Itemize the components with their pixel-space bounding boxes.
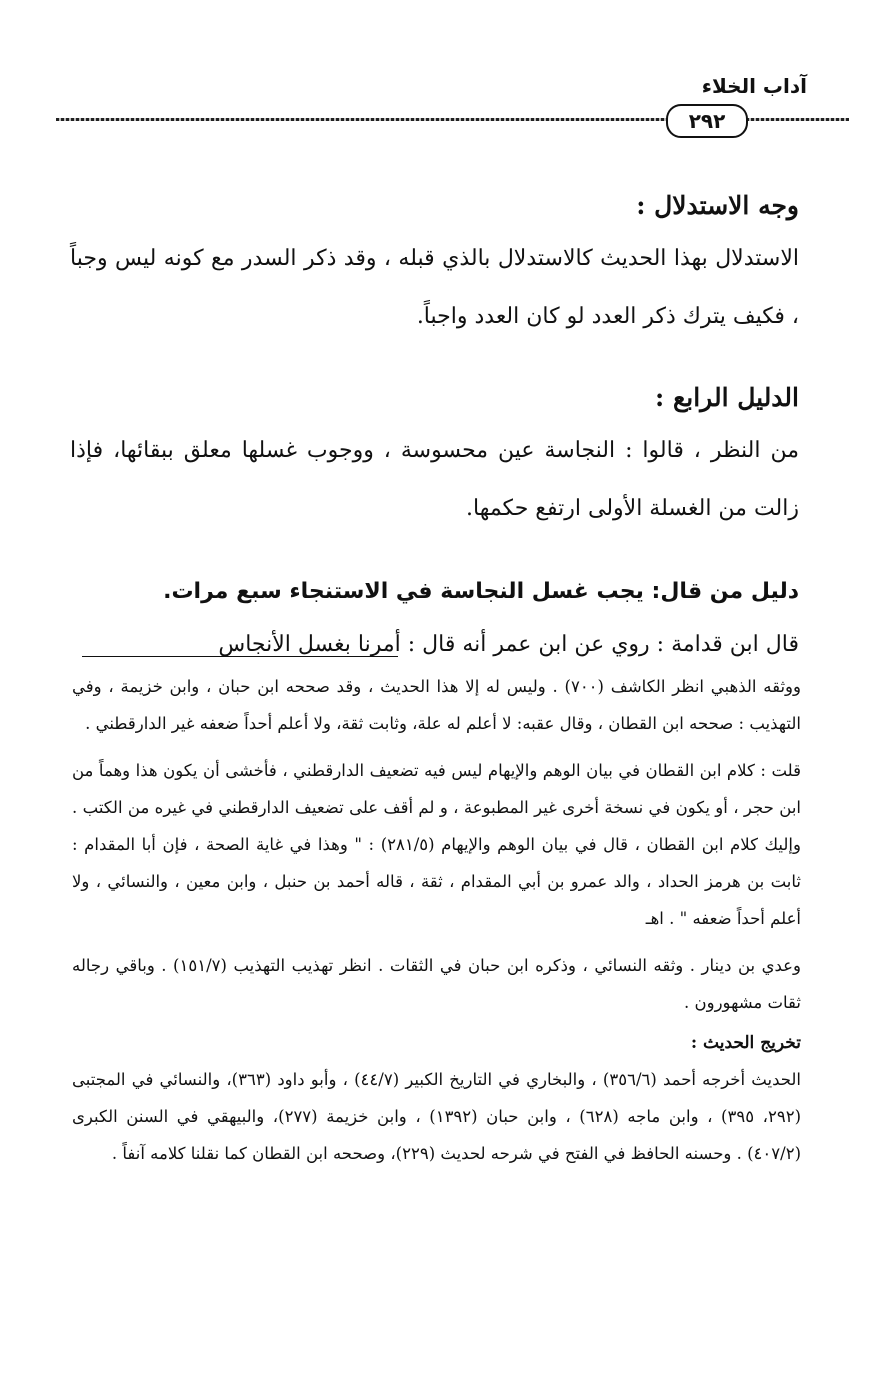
body-paragraph-2: من النظر ، قالوا : النجاسة عين محسوسة ، ووجوب غسلها معلق ببقائها، فإذا زالت من الغسلة الأولى ارتفع حكمها. [70, 438, 799, 521]
footnote-paragraph-3: وعدي بن دينار . وثقه النسائي ، وذكره ابن حبان في الثقات . انظر تهذيب التهذيب (١٥١/٧) . وباقي رجاله ثقات مشهورون . [72, 956, 801, 1012]
body-paragraph-1: الاستدلال بهذا الحديث كالاستدلال بالذي قبله ، وقد ذكر السدر مع كونه ليس وجباً ، فكيف يترك ذكر العدد لو كان العدد واجباً. [70, 246, 799, 329]
footnote-heading-takhrij: تخريج الحديث : [690, 1033, 801, 1053]
section-heading-seven-washes: دليل من قال: يجب غسل النجاسة في الاستنجاء سبع مرات. [163, 579, 799, 604]
footnote-paragraph-1: ووثقه الذهبي انظر الكاشف (٧٠٠) . وليس له إلا هذا الحديث ، وقد صححه ابن حبان ، وابن خزيمة ، وفي التهذيب : صححه ابن القطان ، وقال عقبه: لا أعلم له علة، وثابت ثقة، ولا أعلم أحداً ضعفه غير الدارقطني . [72, 677, 801, 733]
page-number: ٢٩٢ [666, 104, 748, 138]
footnote-paragraph-4: الحديث أخرجه أحمد (٣٥٦/٦) ، والبخاري في التاريخ الكبير (٤٤/٧) ، وأبو داود (٣٦٣)، والنسائي في المجتبى (٢٩٢، ٣٩٥) ، وابن ماجه (٦٢٨) ، وابن حبان (١٣٩٢) ، وابن خزيمة (٢٧٧)، والبيهقي في السنن الكبرى (٤٠٧/٢) . وحسنه الحافظ في الفتح في شرحه لحديث (٢٢٩)، وصححه ابن القطان كما نقلنا كلامه آنفاً . [72, 1070, 802, 1163]
footnotes [72, 668, 801, 1172]
section-heading-istidlal: وجه الاستدلال : [636, 191, 799, 220]
running-title: آداب الخلاء [701, 74, 807, 98]
body-paragraph-3: قال ابن قدامة : روي عن ابن عمر أنه قال : أمرنا بغسل الأنجاس [218, 632, 799, 657]
main-text [70, 180, 799, 674]
footnote-separator [82, 656, 398, 657]
section-heading-fourth-evidence: الدليل الرابع : [655, 383, 799, 412]
footnote-paragraph-2: قلت : كلام ابن القطان في بيان الوهم والإيهام ليس فيه تضعيف الدارقطني ، فأخشى أن يكون هذا وهماً من ابن حجر ، أو يكون في نسخة أخرى غير المطبوعة ، و لم أقف على تضعيف الدارقطني في غيره من الكتب . وإليك كلام ابن القطان ، قال في بيان الوهم والإيهام (٢٨١/٥) : " وهذا في غاية الصحة ، فإن أبا المقدام : ثابت بن هرمز الحداد ، والد عمرو بن أبي المقدام ، ثقة ، قاله أحمد بن حنبل ، وابن معين ، والنسائي ، ولا أعلم أحداً ضعفه " . اهـ [72, 761, 801, 928]
